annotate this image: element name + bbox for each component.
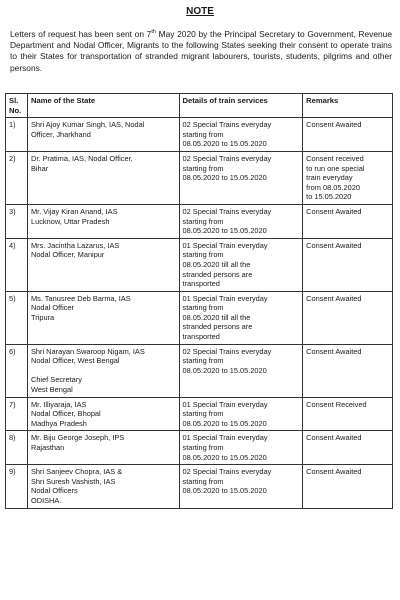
cell-serial: 7) <box>6 397 28 431</box>
cell-serial: 1) <box>6 118 28 152</box>
cell-remarks: Consent Awaited <box>303 238 393 291</box>
cell-state-name: Mr. Vijay Kiran Anand, IAS Lucknow, Uttar Pradesh <box>27 204 179 238</box>
cell-train-details: 02 Special Trains everyday starting from 08.05.2020 to 15.05.2020 <box>179 465 303 508</box>
cell-remarks: Consent received to run one special train everyday from 08.05.2020 to 15.05.2020 <box>303 151 393 204</box>
header-state-name: Name of the State <box>27 94 179 118</box>
header-serial: Sl. No. <box>6 94 28 118</box>
cell-train-details: 01 Special Train everyday starting from 08.05.2020 to 15.05.2020 <box>179 431 303 465</box>
intro-paragraph <box>10 29 392 74</box>
cell-serial: 6) <box>6 344 28 397</box>
cell-state-name: Dr. Pratima, IAS, Nodal Officer, Bihar <box>27 151 179 204</box>
note-title: NOTE <box>186 6 214 17</box>
cell-train-details: 02 Special Trains everyday starting from 08.05.2020 to 15.05.2020 <box>179 204 303 238</box>
table-row <box>6 238 393 291</box>
cell-serial: 4) <box>6 238 28 291</box>
cell-state-name: Mrs. Jacintha Lazarus, IAS Nodal Officer, Manipur <box>27 238 179 291</box>
cell-remarks: Consent Awaited <box>303 118 393 152</box>
train-requests-table <box>5 93 393 509</box>
table-row <box>6 291 393 344</box>
intro-text-start: Letters of request has been sent on 7 <box>10 29 152 39</box>
cell-serial: 5) <box>6 291 28 344</box>
cell-state-name: Shri Sanjeev Chopra, IAS & Shri Suresh Vashisth, IAS Nodal Officers ODISHA. <box>27 465 179 508</box>
table-row <box>6 465 393 508</box>
cell-train-details: 01 Special Train everyday starting from 08.05.2020 to 15.05.2020 <box>179 397 303 431</box>
intro-superscript: th <box>151 29 156 36</box>
cell-train-details: 02 Special Trains everyday starting from 08.05.2020 to 15.05.2020 <box>179 151 303 204</box>
cell-remarks: Consent Awaited <box>303 465 393 508</box>
cell-train-details: 01 Special Train everyday starting from 08.05.2020 till all the stranded persons are transported <box>179 238 303 291</box>
intro-text-rest: May 2020 by the Principal Secretary to Government, Revenue Department and Nodal Officer, Migrants to the following States seeking their consent to operate trains to their States for transportation of stranded migrant labourers, tourists, students, pilgrims and other persons. <box>10 29 392 73</box>
table-row <box>6 204 393 238</box>
cell-state-name: Shri Ajoy Kumar Singh, IAS, Nodal Officer, Jharkhand <box>27 118 179 152</box>
cell-train-details: 01 Special Train everyday starting from 08.05.2020 till all the stranded persons are transported <box>179 291 303 344</box>
cell-remarks: Consent Awaited <box>303 431 393 465</box>
cell-serial: 8) <box>6 431 28 465</box>
cell-train-details: 02 Special Trains everyday starting from 08.05.2020 to 15.05.2020 <box>179 118 303 152</box>
cell-serial: 2) <box>6 151 28 204</box>
table-row <box>6 431 393 465</box>
table-row <box>6 151 393 204</box>
cell-state-name: Shri Narayan Swaroop Nigam, IAS Nodal Officer, West Bengal Chief Secretary West Bengal <box>27 344 179 397</box>
cell-remarks: Consent Received <box>303 397 393 431</box>
cell-serial: 9) <box>6 465 28 508</box>
table-header-row <box>6 94 393 118</box>
cell-state-name: Mr. Illiyaraja, IAS Nodal Officer, Bhopal Madhya Pradesh <box>27 397 179 431</box>
cell-remarks: Consent Awaited <box>303 344 393 397</box>
cell-state-name: Ms. Tanusree Deb Barma, IAS Nodal Officer Tripura <box>27 291 179 344</box>
cell-state-name: Mr. Biju George Joseph, IPS Rajasthan <box>27 431 179 465</box>
cell-serial: 3) <box>6 204 28 238</box>
cell-remarks: Consent Awaited <box>303 291 393 344</box>
table-row <box>6 344 393 397</box>
header-train-details: Details of train services <box>179 94 303 118</box>
cell-remarks: Consent Awaited <box>303 204 393 238</box>
table-row <box>6 397 393 431</box>
cell-train-details: 02 Special Trains everyday starting from 08.05.2020 to 15.05.2020 <box>179 344 303 397</box>
header-remarks: Remarks <box>303 94 393 118</box>
table-row <box>6 118 393 152</box>
